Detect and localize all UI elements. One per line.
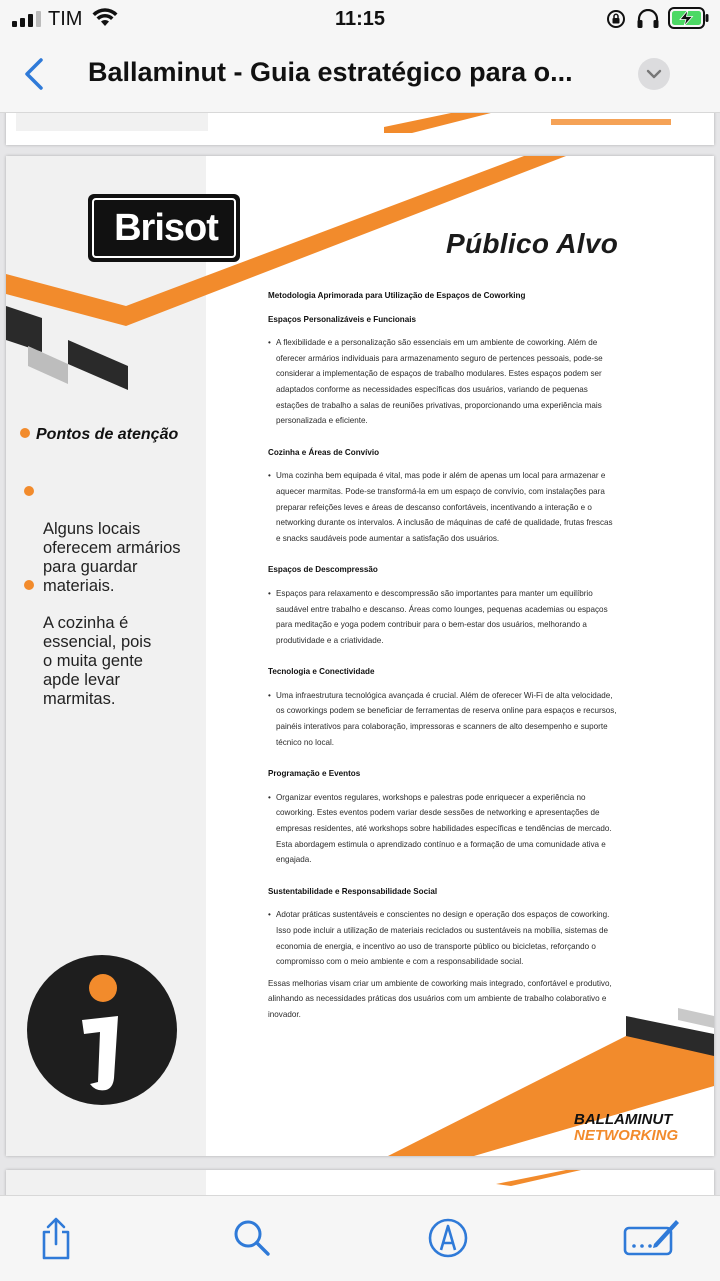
- bullet-dot-icon: [24, 486, 34, 496]
- annotate-icon: [622, 1216, 682, 1260]
- status-bar: [0, 0, 720, 40]
- navigation-bar: [0, 40, 720, 113]
- share-icon: [32, 1216, 80, 1260]
- attention-title: Pontos de atenção: [20, 426, 178, 444]
- attention-bullet: Alguns locais oferecem armários para guardar materiais.: [24, 482, 204, 615]
- section-title: Programação e Eventos: [268, 769, 361, 779]
- section-text: • Organizar eventos regulares, workshops e palestras pode enriquecer a experiência no coworking. Estes eventos podem variar desde sessões de networking e apresentações de empresas residentes, até workshops sobre habilidades específicas e tendências de mercado. Esta abordagem estimula o aprendizado contínuo e a formação de uma comunidade ativa e engajada.: [268, 790, 618, 868]
- info-icon: [26, 954, 178, 1106]
- document-page: [6, 156, 714, 1156]
- section-text: • A flexibilidade e a personalização são essenciais em um ambiente de coworking. Além de oferecer armários individuais para armazenamento seguro de pertences pessoais, pode-se considerar a implementação de espaços de trabalho modulares. Estes espaços podem ser adaptados conforme as necessidades específicas dos usuários, variando de pequenas estações de trabalho a salas de reuniões privativas, proporcionando uma experiência mais personalizada e eficiente.: [268, 335, 618, 429]
- page-heading: Público Alvo: [446, 228, 619, 259]
- closing-paragraph: Essas melhorias visam criar um ambiente de coworking mais integrado, confortável e produtivo, alinhando as necessidades práticas dos usuários com um ambiente de trabalho colaborativo e inovador.: [268, 978, 612, 1019]
- ballaminut-logo: [574, 1112, 678, 1144]
- attention-bullet: A cozinha é essencial, pois o muita gente apde levar marmitas.: [24, 576, 204, 728]
- section-title: Espaços de Descompressão: [268, 565, 378, 575]
- headphones-icon: [636, 9, 660, 29]
- section-title: Espaços Personalizáveis e Funcionais: [268, 314, 416, 324]
- section-text: • Uma cozinha bem equipada é vital, mas pode ir além de apenas um local para armazenar e aquecer marmitas. Pode-se transformá-la em um espaço de convívio, com instalações para preparar refeições leves e áreas de descanso confortáveis, incentivando a interação e o networking durante os intervalos. A inclusão de máquinas de café de qualidade, frutas frescas e snacks saudáveis pode aumentar a satisfação dos usuários.: [268, 468, 618, 546]
- section-title: Cozinha e Áreas de Convívio: [268, 447, 380, 457]
- back-button[interactable]: [18, 52, 58, 96]
- share-button[interactable]: [32, 1216, 80, 1260]
- chevron-left-icon: [18, 52, 58, 96]
- section-text: • Adotar práticas sustentáveis e conscientes no design e operação dos espaços de coworking. Isso pode incluir a utilização de materiais reciclados ou sustentáveis na mobília, sistemas de economia de energia, e incentivo ao uso de transporte público ou bicicletas, reforçando o compromisso com o meio ambiente e com a responsabilidade social.: [268, 907, 618, 969]
- bullet-dot-icon: [24, 580, 34, 590]
- search-icon: [228, 1216, 276, 1260]
- brand-line-2: NETWORKING: [574, 1127, 679, 1144]
- section-text: • Espaços para relaxamento e descompressão são importantes para manter um equilíbrio saudável entre trabalho e descanso. Áreas como lounges, pequenas academias ou espaços para meditação e yoga podem contribuir para o bem-estar dos usuários, melhorando a produtividade e a criatividade.: [268, 586, 618, 648]
- clock: 11:15: [334, 8, 386, 30]
- brisot-logo: [88, 194, 240, 262]
- title-menu-button[interactable]: [638, 58, 670, 90]
- document-title: Ballaminut - Guia estratégico para o...: [88, 57, 573, 87]
- document-viewer[interactable]: [0, 113, 720, 1195]
- section-text: • Uma infraestrutura tecnológica avançada é crucial. Além de oferecer Wi-Fi de alta velocidade, os coworkings podem se beneficiar de ferramentas de reserva online para espaços e recursos, painéis interativos para colaboração, impressoras e scanners de alto desempenho e suporte técnico no local.: [268, 688, 618, 750]
- search-button[interactable]: [228, 1216, 276, 1260]
- battery-charging-icon: [668, 7, 710, 29]
- bottom-toolbar: [0, 1195, 720, 1281]
- logo-text: Brisot: [114, 207, 218, 249]
- main-heading: Metodologia Aprimorada para Utilização de Espaços de Coworking: [268, 291, 526, 300]
- markup-icon: [424, 1216, 472, 1260]
- orientation-lock-icon: [606, 9, 626, 29]
- carrier-label: TIM: [48, 8, 83, 30]
- next-page-preview: [6, 1170, 714, 1195]
- markup-button[interactable]: [424, 1216, 472, 1260]
- annotate-button[interactable]: [622, 1216, 682, 1260]
- chevron-down-icon: [638, 58, 670, 90]
- section-title: Sustentabilidade e Responsabilidade Social: [268, 886, 438, 896]
- brand-line-1: BALLAMINUT: [574, 1111, 673, 1128]
- section-title: Tecnologia e Conectividade: [268, 667, 375, 677]
- bullet-dot-icon: [20, 428, 30, 438]
- content-column: [268, 288, 618, 1023]
- previous-page-preview: [6, 113, 714, 145]
